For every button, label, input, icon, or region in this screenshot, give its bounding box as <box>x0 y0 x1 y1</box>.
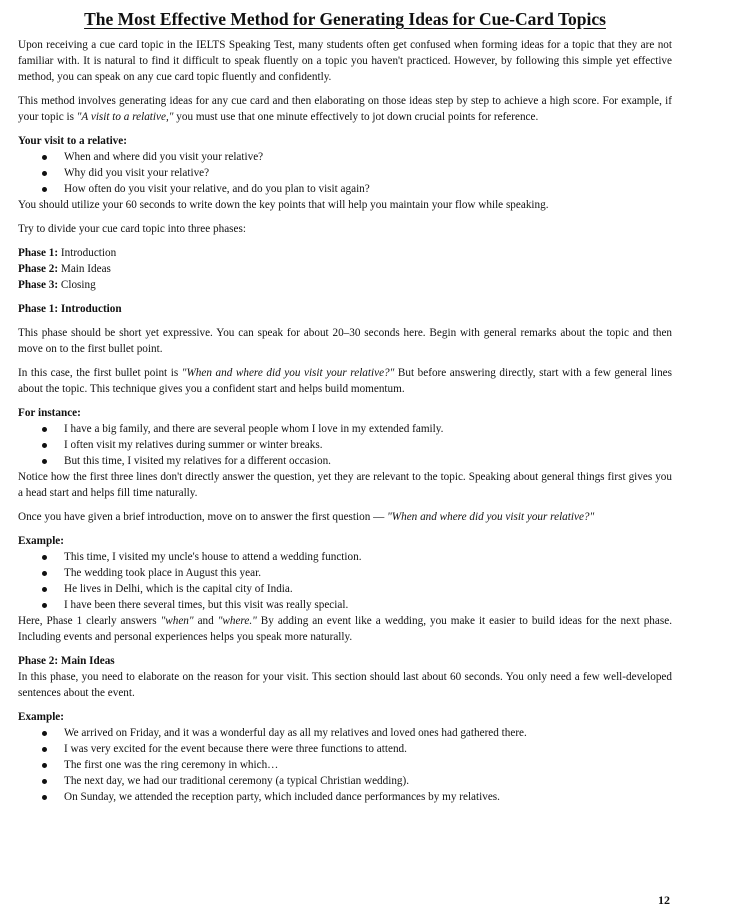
page-number: 12 <box>658 893 670 907</box>
visit-bullet-list <box>18 149 672 197</box>
page-content <box>18 8 672 805</box>
once-text-before: Once you have given a brief introduction, move on to answer the first question — <box>18 511 388 523</box>
phase1-paragraph-2 <box>18 365 672 397</box>
list-item: Why did you visit your relative? <box>64 165 672 181</box>
list-item: I was very excited for the event because there were three functions to attend. <box>64 741 672 757</box>
visit-note: You should utilize your 60 seconds to write down the key points that will help you maintain your flow while speaking. <box>18 199 549 211</box>
phase1-heading: Phase 1: Introduction <box>18 303 122 315</box>
phase1-para2-quote: "When and where did you visit your relative?" <box>181 367 395 379</box>
here-text-after: By adding an event like a wedding, you make it easier to build ideas for the next phase. Including events and personal experiences helps you speak more naturally. <box>18 615 672 643</box>
phase2-heading: Phase 2: Main Ideas <box>18 655 115 667</box>
phase-label: Phase 2: <box>18 263 59 275</box>
list-item: We arrived on Friday, and it was a wonderful day as all my relatives and loved ones had gathered there. <box>64 725 672 741</box>
instance-bullet-list <box>18 421 672 469</box>
intro-paragraph: Upon receiving a cue card topic in the IELTS Speaking Test, many students often get confused when forming ideas for a topic that they are not familiar with. It is natural to find it difficult to speak fluently on a topic you haven't practiced. However, by following this simple yet effective method, you can speak on any cue card topic fluently and confidently. <box>18 39 672 83</box>
method-quote: "A visit to a relative," <box>76 111 174 123</box>
divide-text: Try to divide your cue card topic into three phases: <box>18 223 246 235</box>
instance-heading: For instance: <box>18 407 81 419</box>
here-and-text: and <box>193 615 218 627</box>
phase1-para2-after: But before answering directly, start with a few general lines about the topic. This technique gives you a confident start and helps build momentum. <box>18 367 672 395</box>
list-item: He lives in Delhi, which is the capital city of India. <box>64 581 672 597</box>
list-item: I often visit my relatives during summer or winter breaks. <box>64 437 672 453</box>
here-where-quote: "where." <box>217 615 257 627</box>
list-item: The first one was the ring ceremony in which… <box>64 757 672 773</box>
phase1-example-heading: Example: <box>18 535 64 547</box>
phase-name: Closing <box>60 279 96 291</box>
phase2-example-heading: Example: <box>18 711 64 723</box>
phase-label: Phase 3: <box>18 279 59 291</box>
here-when-quote: "when" <box>160 615 194 627</box>
visit-heading: Your visit to a relative: <box>18 135 127 147</box>
list-item: When and where did you visit your relative? <box>64 149 672 165</box>
page-title: The Most Effective Method for Generating Ideas for Cue-Card Topics <box>84 9 606 29</box>
list-item: How often do you visit your relative, and do you plan to visit again? <box>64 181 672 197</box>
phase1-example-list <box>18 549 672 613</box>
phase-line <box>18 261 672 277</box>
once-paragraph <box>18 509 672 525</box>
list-item: The wedding took place in August this year. <box>64 565 672 581</box>
here-paragraph <box>18 613 672 645</box>
phase1-paragraph-1: This phase should be short yet expressive. You can speak for about 20–30 seconds here. Begin with general remarks about the topic and then move on to the first bullet point. <box>18 327 672 355</box>
here-text-before: Here, Phase 1 clearly answers <box>18 615 161 627</box>
list-item: The next day, we had our traditional ceremony (a typical Christian wedding). <box>64 773 672 789</box>
list-item: I have a big family, and there are several people whom I love in my extended family. <box>64 421 672 437</box>
method-text-after: you must use that one minute effectively to jot down crucial points for reference. <box>173 111 539 123</box>
list-item: I have been there several times, but this visit was really special. <box>64 597 672 613</box>
phase-line <box>18 277 672 293</box>
phase-name: Introduction <box>60 247 117 259</box>
list-item: On Sunday, we attended the reception party, which included dance performances by my relatives. <box>64 789 672 805</box>
phase2-example-list <box>18 725 672 805</box>
phase-label: Phase 1: <box>18 247 59 259</box>
phase-list <box>18 245 672 293</box>
method-text-before: This method involves generating ideas for any cue card and then elaborating on those ideas step by step to achieve a high score. For example, if your topic is <box>18 95 672 123</box>
phase1-para2-before: In this case, the first bullet point is <box>18 367 182 379</box>
once-quote: "When and where did you visit your relative?" <box>387 511 595 523</box>
method-paragraph <box>18 93 672 125</box>
notice-paragraph: Notice how the first three lines don't directly answer the question, yet they are relevant to the topic. Speaking about general things first gives you a head start and helps fill time naturally. <box>18 471 672 499</box>
list-item: But this time, I visited my relatives for a different occasion. <box>64 453 672 469</box>
phase2-paragraph: In this phase, you need to elaborate on the reason for your visit. This section should last about 60 seconds. You only need a few well-developed sentences about the event. <box>18 671 672 699</box>
phase-name: Main Ideas <box>60 263 111 275</box>
phase-line <box>18 245 672 261</box>
list-item: This time, I visited my uncle's house to attend a wedding function. <box>64 549 672 565</box>
